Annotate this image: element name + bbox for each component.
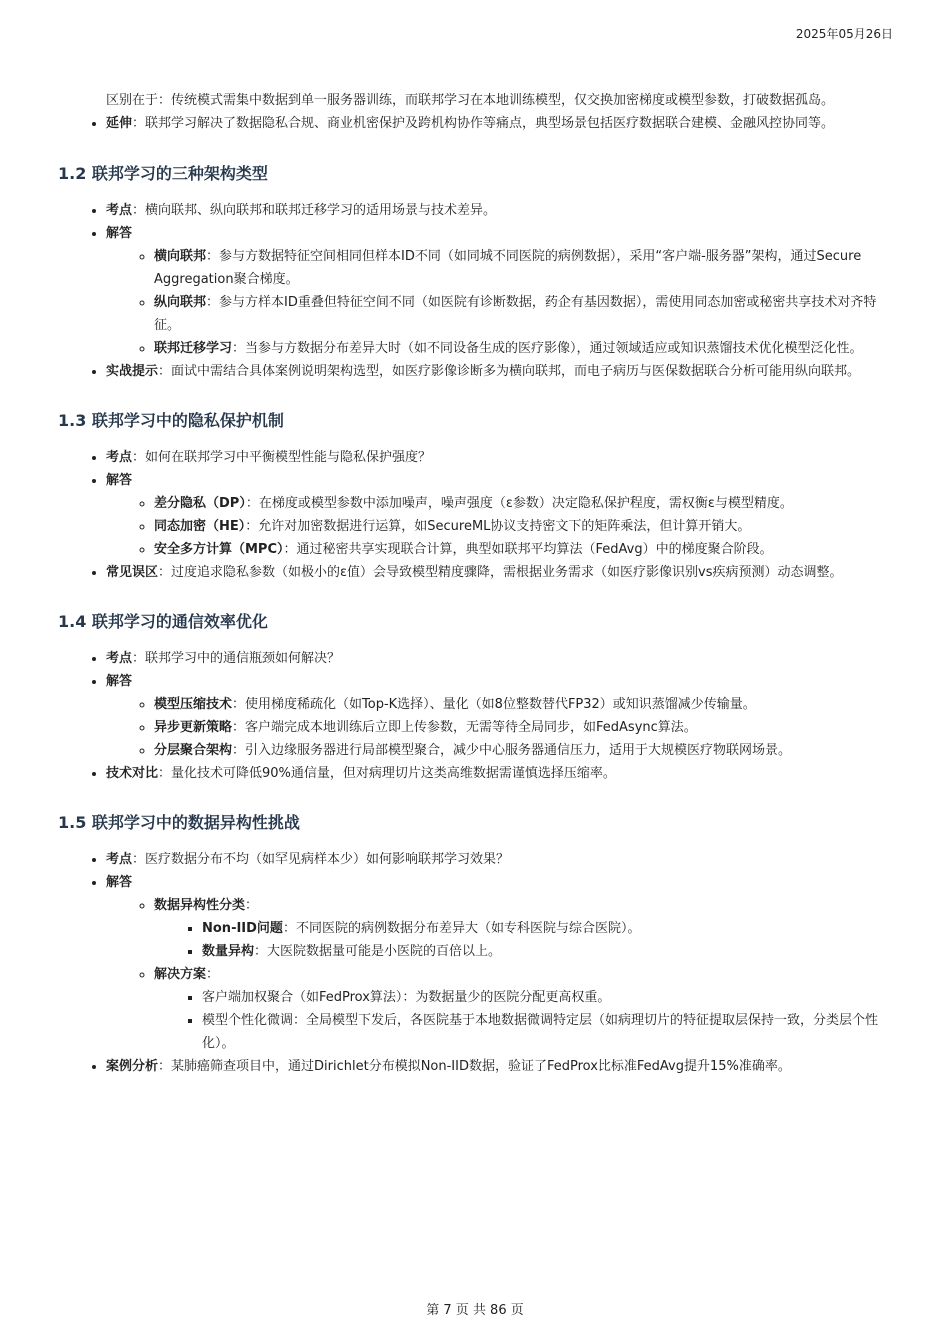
- list-item: [154, 245, 878, 291]
- section-heading-1-5: 1.5 联邦学习中的数据异构性挑战: [58, 813, 300, 832]
- item-text: ：联邦学习解决了数据隐私合规、商业机密保护及跨机构协作等痛点，典型场景包括医疗数据联合建模、金融风控协同等。: [132, 116, 835, 131]
- item-label: 数据异构性分类: [154, 898, 246, 913]
- section-heading-1-4: 1.4 联邦学习的通信效率优化: [58, 612, 268, 631]
- item-text: ：过度追求隐私参数（如极小的ε值）会导致模型精度骤降，需根据业务需求（如医疗影像识别vs疾病预测）动态调整。: [158, 565, 843, 580]
- item-label: 联邦迁移学习: [154, 341, 233, 356]
- item-text: ：当参与方数据分布差异大时（如不同设备生成的医疗影像），通过领域适应或知识蒸馏技术优化模型泛化性。: [232, 341, 863, 356]
- item-label: 考点: [106, 203, 133, 218]
- item-text: ：某肺癌筛查项目中，通过Dirichlet分布模拟Non-IID数据，验证了FedProx比标准FedAvg提升15%准确率。: [158, 1059, 791, 1074]
- item-text: ：通过秘密共享实现联合计算，典型如联邦平均算法（FedAvg）中的梯度聚合阶段。: [283, 542, 773, 557]
- item-text: ：使用梯度稀疏化（如Top-K选择）、量化（如8位整数替代FP32）或知识蒸馏减少传输量。: [232, 697, 756, 712]
- item-label: 解答: [106, 473, 133, 488]
- item-text: ：如何在联邦学习中平衡模型性能与隐私保护强度？: [132, 450, 432, 465]
- item-label: 考点: [106, 651, 133, 666]
- list-item: [202, 917, 878, 940]
- list-item: [154, 337, 878, 360]
- item-label: 延伸: [106, 116, 133, 131]
- list-item: [106, 360, 878, 383]
- item-text: ：在梯度或模型参数中添加噪声，噪声强度（ε参数）决定隐私保护程度，需权衡ε与模型精度。: [245, 496, 793, 511]
- list-item: [106, 561, 878, 584]
- item-text: ：面试中需结合具体案例说明架构选型，如医疗影像诊断多为横向联邦，而电子病历与医保数据联合分析可能用纵向联邦。: [158, 364, 861, 379]
- item-text: ：允许对加密数据进行运算，如SecureML协议支持密文下的矩阵乘法，但计算开销大。: [245, 519, 751, 534]
- item-text: ：引入边缘服务器进行局部模型聚合，减少中心服务器通信压力，适用于大规模医疗物联网场景。: [232, 743, 792, 758]
- item-label: 横向联邦: [154, 249, 207, 264]
- item-text: 模型个性化微调：全局模型下发后，各医院基于本地数据微调特定层（如病理切片的特征提取层保持一致，分类层个性化）。: [202, 1013, 879, 1051]
- item-label: Non-IID问题: [202, 921, 283, 936]
- list-item: [106, 848, 878, 871]
- section-heading-1-3: 1.3 联邦学习中的隐私保护机制: [58, 411, 284, 430]
- item-text: ：医疗数据分布不均（如罕见病样本少）如何影响联邦学习效果？: [132, 852, 510, 867]
- item-label: 常见误区: [106, 565, 159, 580]
- item-text: 客户端加权聚合（如FedProx算法）：为数据量少的医院分配更高权重。: [202, 990, 611, 1005]
- solution-sublist: [154, 986, 878, 1055]
- list-item: [106, 871, 878, 1055]
- list-item: [154, 739, 878, 762]
- item-text: ：参与方数据特征空间相同但样本ID不同（如同城不同医院的病例数据），采用“客户端-服务器”架构，通过Secure Aggregation聚合梯度。: [154, 249, 862, 287]
- item-label: 解答: [106, 226, 133, 241]
- item-text: ：大医院数据量可能是小医院的百倍以上。: [254, 944, 502, 959]
- item-label: 解答: [106, 875, 133, 890]
- list-item: [106, 222, 878, 360]
- item-label: 同态加密（HE）: [154, 519, 246, 534]
- item-text: ：量化技术可降低90%通信量，但对病理切片这类高维数据需谨慎选择压缩率。: [158, 766, 616, 781]
- list-item: [154, 963, 878, 1055]
- section-1-2-list: [58, 199, 878, 383]
- list-item: [154, 693, 878, 716]
- list-item: [154, 716, 878, 739]
- answer-sublist: [106, 492, 878, 561]
- list-item: [154, 492, 878, 515]
- item-label: 安全多方计算（MPC）: [154, 542, 284, 557]
- item-label: 实战提示: [106, 364, 159, 379]
- item-label: 模型压缩技术: [154, 697, 233, 712]
- list-item: [202, 940, 878, 963]
- list-item: [154, 538, 878, 561]
- answer-sublist: [106, 245, 878, 360]
- intro-continuation: 区别在于：传统模式需集中数据到单一服务器训练，而联邦学习在本地训练模型，仅交换加密梯度或模型参数，打破数据孤岛。: [106, 93, 835, 108]
- item-text: ：参与方样本ID重叠但特征空间不同（如医院有诊断数据，药企有基因数据），需使用同态加密或秘密共享技术对齐特征。: [154, 295, 877, 333]
- item-label: 案例分析: [106, 1059, 159, 1074]
- list-item: [202, 1009, 878, 1055]
- list-item: [106, 1055, 878, 1078]
- list-item: [106, 112, 878, 135]
- list-item: [202, 986, 878, 1009]
- list-item: [106, 762, 878, 785]
- list-item: [106, 670, 878, 762]
- list-item: [154, 291, 878, 337]
- item-label: 差分隐私（DP）: [154, 496, 246, 511]
- list-item: [106, 199, 878, 222]
- item-label: 考点: [106, 450, 133, 465]
- list-item: [106, 469, 878, 561]
- intro-list: [58, 112, 878, 135]
- list-item: [106, 446, 878, 469]
- item-text: ：: [206, 967, 220, 982]
- item-text: ：横向联邦、纵向联邦和联邦迁移学习的适用场景与技术差异。: [132, 203, 497, 218]
- answer-sublist: [106, 693, 878, 762]
- item-label: 数量异构: [202, 944, 255, 959]
- item-text: ：联邦学习中的通信瓶颈如何解决？: [132, 651, 341, 666]
- section-1-3-list: [58, 446, 878, 584]
- list-item: [154, 515, 878, 538]
- item-label: 纵向联邦: [154, 295, 207, 310]
- section-heading-1-2: 1.2 联邦学习的三种架构类型: [58, 164, 268, 183]
- item-label: 考点: [106, 852, 133, 867]
- page-content: [58, 89, 878, 1078]
- item-text: ：客户端完成本地训练后立即上传参数，无需等待全局同步，如FedAsync算法。: [232, 720, 697, 735]
- classification-sublist: [154, 917, 878, 963]
- item-label: 解答: [106, 674, 133, 689]
- answer-sublist: [106, 894, 878, 1055]
- list-item: [106, 647, 878, 670]
- document-date: 2025年05月26日: [795, 27, 893, 41]
- item-label: 解决方案: [154, 967, 207, 982]
- section-1-5-list: [58, 848, 878, 1078]
- section-1-4-list: [58, 647, 878, 785]
- item-text: ：不同医院的病例数据分布差异大（如专科医院与综合医院）。: [282, 921, 641, 936]
- item-label: 异步更新策略: [154, 720, 233, 735]
- page-number: 第 7 页 共 86 页: [426, 1303, 524, 1318]
- item-label: 分层聚合架构: [154, 743, 233, 758]
- list-item: [154, 894, 878, 963]
- item-text: ：: [245, 898, 259, 913]
- item-label: 技术对比: [106, 766, 159, 781]
